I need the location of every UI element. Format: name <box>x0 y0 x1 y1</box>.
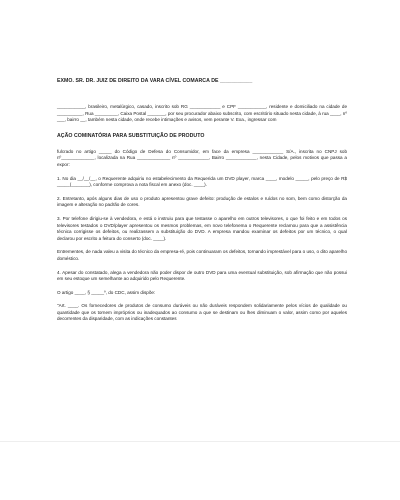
legal-grounds: fulcrado no artigo _____ do Código de Defesa do Consumidor, em face da empresa ____________ S/A., inscrita no CNPJ sob nº_____________, localizada na Rua _____________ nº ____________, Bairro ____________, nesta Cidade, pelos motivos que passa a expor: <box>57 148 347 167</box>
fact-3-contact: 3. Por telefone dirigiu-se à vendedora, e está o instruiu para que testasse o aparelho em outros televisores, o que foi feito e em todos os televisores testados o DVD/player apresentou os mesmos problemas, em novo telefonema o Requerente reclamou para que a assistência técnica corrigisse os defeitos, ou realizassem a substituição do DVD. A empresa mandou examinar os defeitos por um técnico, o qual declarou por escrito a feitura do conserto (doc. ____). <box>57 215 347 241</box>
page-divider <box>0 441 400 442</box>
fact-4-refusal: 4. Apesar do constatado, alega a vendedora não poder dispor de outro DVD para uma eventual substituição, sob afirmação que não possui em seu estoque um semelhante ao adquirido pelo Requerente. <box>57 269 347 282</box>
fact-3-continuation: Entrementes, de nada valeu a visita do técnico da empresa-ré, pois continuaram os defeitos, tornando imprestável para o uso, o dito aparelho doméstico. <box>57 249 347 261</box>
cdc-article-intro: O artigo ____, § _____º, do CDC, assim dispõe: <box>57 289 156 295</box>
petition-document <box>57 78 347 323</box>
plaintiff-qualification: ___________, brasileiro, metalúrgico, casado, inscrito sob RG ____________ e CPF ___________, residente e domiciliado na cidade de __________, Rua _________, Caixa Postal _______, por seu procurador abaixo subscrito, com escritório situado nesta cidade, à rua ____, nº ___, bairro __, também nesta cidade, onde recebe intimações e avisos, vem perante V. Exa., ingressar com <box>57 104 347 123</box>
action-title: AÇÃO COMINATÓRIA PARA SUBSTITUIÇÃO DE PRODUTO <box>57 132 205 139</box>
cdc-article-quote: "Art. ____. Os fornecedores de produtos de consumo duráveis ou não duráveis respondem solidariamente pelos vícios de qualidade ou quantidade que os tornem impróprios ou inadequados ao consumo a que se destinam ou lhes diminuam o valor, assim como por aqueles decorrentes da disparidade, com as indicações constantes <box>57 303 347 322</box>
fact-2-defect: 2. Entretanto, após alguns dias de uso o produto apresentou grave defeito: produção de estalos e ruídos no som, bem como distorção da imagem e alteração no padrão de cores. <box>57 195 347 208</box>
court-header: EXMO. SR. DR. JUIZ DE DIREITO DA VARA CÍVEL COMARCA DE ___________ <box>57 78 253 84</box>
fact-1-purchase: 1. No dia __/__/__, o Requerente adquiriu no estabelecimento da Requerida um DVD player, marca ____, modelo _____, pelo preço de R$ _____(_______), conforme comprova a nota fiscal em anexo (doc. ____). <box>57 175 347 188</box>
